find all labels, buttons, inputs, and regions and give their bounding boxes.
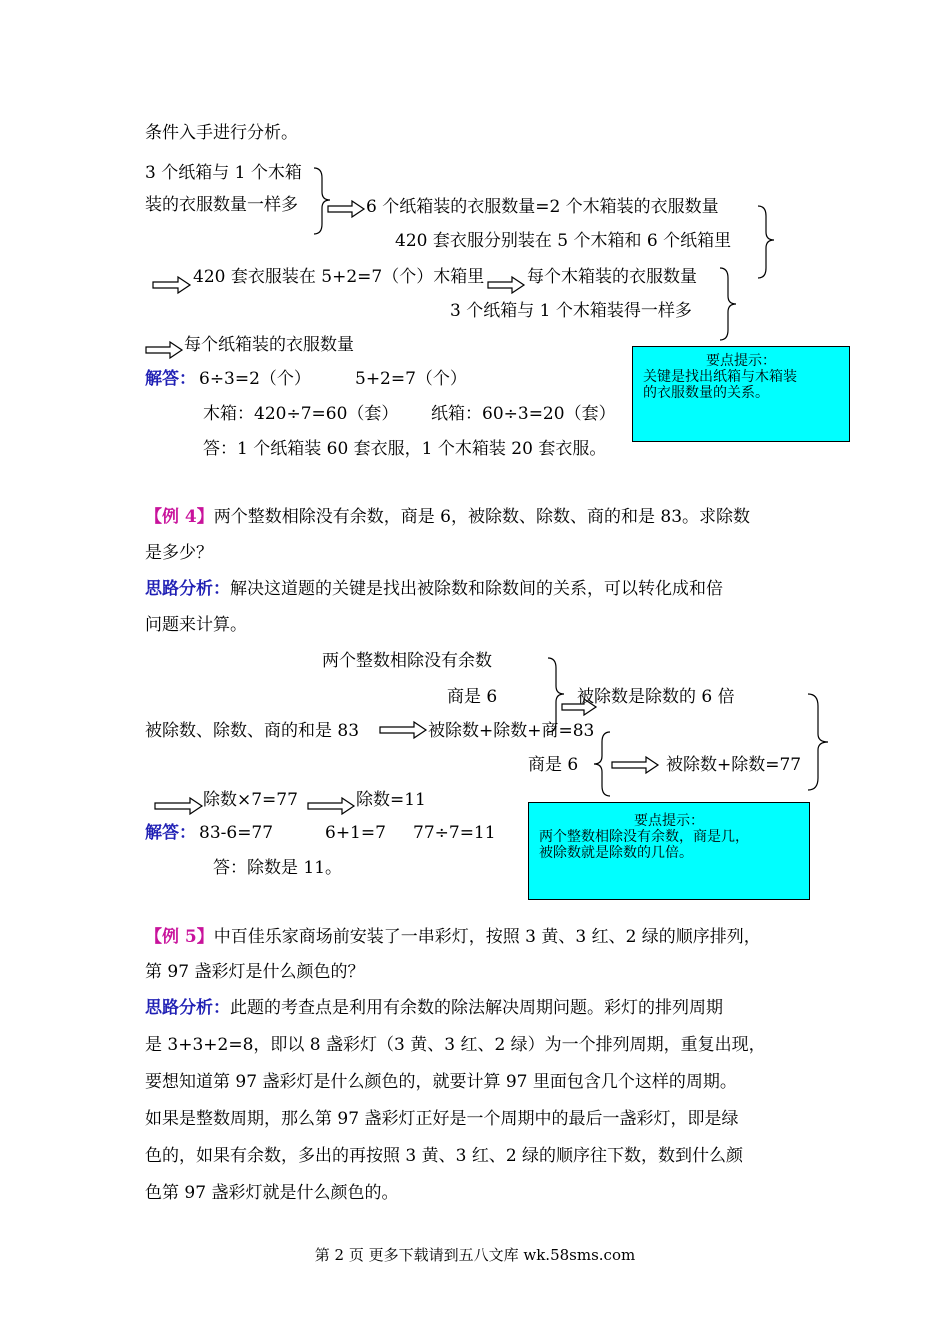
ex5-analysis-line-3: 要想知道第 97 盏彩灯是什么颜色的，就要计算 97 里面包含几个这样的周期。 bbox=[145, 1072, 737, 1092]
ex4-answer-step-1: 83-6=77 bbox=[199, 823, 274, 843]
tip-box-1 bbox=[632, 346, 850, 442]
brace-3 bbox=[720, 268, 736, 340]
ex4-question-line-1 bbox=[145, 506, 750, 528]
ex3-answer-label: 解答： bbox=[145, 369, 196, 389]
ex5-tag: 【例 5】 bbox=[145, 927, 214, 947]
ex5-question-line-2: 第 97 盏彩灯是什么颜色的？ bbox=[145, 962, 365, 982]
intro-tail: 条件入手进行分析。 bbox=[145, 123, 298, 143]
ex4-diagram-4: 被除数、除数、商的和是 83 bbox=[145, 721, 360, 741]
ex4-analysis-label: 思路分析： bbox=[145, 579, 230, 599]
brace-1 bbox=[314, 168, 330, 234]
ex4-answer-label: 解答： bbox=[145, 823, 196, 843]
ex4-diagram-1: 两个整数相除没有余数 bbox=[322, 651, 492, 671]
tip-2-line-1: 两个整数相除没有余数，商是几， bbox=[539, 829, 749, 845]
ex4-diagram-9: 除数=11 bbox=[356, 790, 426, 810]
ex4-question-text: 两个整数相除没有余数，商是 6，被除数、除数、商的和是 83。求除数 bbox=[213, 507, 751, 527]
ex4-diagram-7: 被除数+除数=77 bbox=[666, 755, 802, 775]
ex4-answer-conclusion: 答：除数是 11。 bbox=[213, 858, 343, 878]
ex3-answer-step-4: 纸箱：60÷3=20（套） bbox=[431, 404, 616, 424]
ex4-analysis-line-2: 问题来计算。 bbox=[145, 615, 247, 635]
page-footer: 第 2 页 更多下载请到五八文库 wk.58sms.com bbox=[314, 1246, 636, 1264]
ex5-analysis-line-1 bbox=[145, 997, 723, 1019]
ex3-result-1: 6 个纸箱装的衣服数量=2 个木箱装的衣服数量 bbox=[366, 197, 719, 217]
ex4-answer-step-2: 6+1=7 bbox=[325, 823, 386, 843]
ex4-diagram-3: 被除数是除数的 6 倍 bbox=[577, 687, 735, 707]
ex5-analysis-text: 此题的考查点是利用有余数的除法解决周期问题。彩灯的排列周期 bbox=[230, 998, 723, 1018]
brace-5 bbox=[808, 694, 828, 790]
ex5-analysis-line-6: 色第 97 盏彩灯就是什么颜色的。 bbox=[145, 1183, 399, 1203]
ex4-diagram-8: 除数×7=77 bbox=[203, 790, 298, 810]
ex5-question-line-1 bbox=[145, 926, 761, 948]
ex3-result-4: 每个纸箱装的衣服数量 bbox=[184, 335, 354, 355]
ex3-condition-3: 3 个纸箱与 1 个木箱装得一样多 bbox=[450, 301, 692, 321]
ex4-diagram-2: 商是 6 bbox=[447, 687, 498, 707]
ex4-analysis-line-1 bbox=[145, 578, 723, 600]
ex4-analysis-text: 解决这道题的关键是找出被除数和除数间的关系，可以转化成和倍 bbox=[230, 579, 723, 599]
ex4-question-line-2: 是多少？ bbox=[145, 543, 213, 563]
ex3-result-2: 420 套衣服装在 5+2=7（个）木箱里 bbox=[193, 267, 485, 287]
ex4-tag: 【例 4】 bbox=[145, 507, 214, 527]
arrow-3 bbox=[488, 277, 524, 293]
ex5-analysis-label: 思路分析： bbox=[145, 998, 230, 1018]
ex3-answer-step-3: 木箱：420÷7=60（套） bbox=[203, 404, 399, 424]
ex3-result-3: 每个木箱装的衣服数量 bbox=[527, 267, 697, 287]
ex3-answer-conclusion: 答：1 个纸箱装 60 套衣服，1 个木箱装 20 套衣服。 bbox=[203, 439, 607, 459]
ex3-condition-1a: 3 个纸箱与 1 个木箱 bbox=[145, 163, 302, 183]
ex5-analysis-line-4: 如果是整数周期，那么第 97 盏彩灯正好是一个周期中的最后一盏彩灯，即是绿 bbox=[145, 1109, 739, 1129]
ex3-condition-1b: 装的衣服数量一样多 bbox=[145, 195, 298, 215]
ex5-analysis-line-5: 色的，如果有余数，多出的再按照 3 黄、3 红、2 绿的顺序往下数，数到什么颜 bbox=[145, 1146, 744, 1166]
tip-2-line-2: 被除数就是除数的几倍。 bbox=[539, 845, 693, 861]
ex4-diagram-6: 商是 6 bbox=[528, 755, 579, 775]
ex3-answer-step-1: 6÷3=2（个） bbox=[199, 369, 311, 389]
arrow-8 bbox=[155, 798, 202, 814]
arrow-1 bbox=[328, 201, 364, 217]
brace-2 bbox=[758, 206, 774, 278]
ex4-answer-step-3: 77÷7=11 bbox=[413, 823, 496, 843]
brace-6 bbox=[594, 732, 610, 796]
arrow-6 bbox=[380, 722, 426, 738]
ex4-diagram-5: 被除数+除数+商=83 bbox=[428, 721, 595, 741]
tip-1-line-2: 的衣服数量的关系。 bbox=[643, 385, 769, 401]
ex5-analysis-line-2: 是 3+3+2=8，即以 8 盏彩灯（3 黄、3 红、2 绿）为一个排列周期，重复出现， bbox=[145, 1035, 766, 1055]
arrow-2 bbox=[153, 277, 190, 293]
tip-1-title: 要点提示： bbox=[706, 353, 776, 369]
ex5-question-text: 中百佳乐家商场前安装了一串彩灯，按照 3 黄、3 红、2 绿的顺序排列， bbox=[213, 927, 761, 947]
arrow-7 bbox=[612, 757, 658, 773]
ex3-answer-step-2: 5+2=7（个） bbox=[355, 369, 467, 389]
arrow-4 bbox=[146, 342, 182, 358]
arrow-9 bbox=[308, 798, 354, 814]
tip-1-line-1: 关键是找出纸箱与木箱装 bbox=[643, 369, 797, 385]
tip-box-2 bbox=[528, 802, 810, 900]
tip-2-title: 要点提示： bbox=[634, 813, 704, 829]
ex3-condition-2: 420 套衣服分别装在 5 个木箱和 6 个纸箱里 bbox=[395, 231, 732, 251]
